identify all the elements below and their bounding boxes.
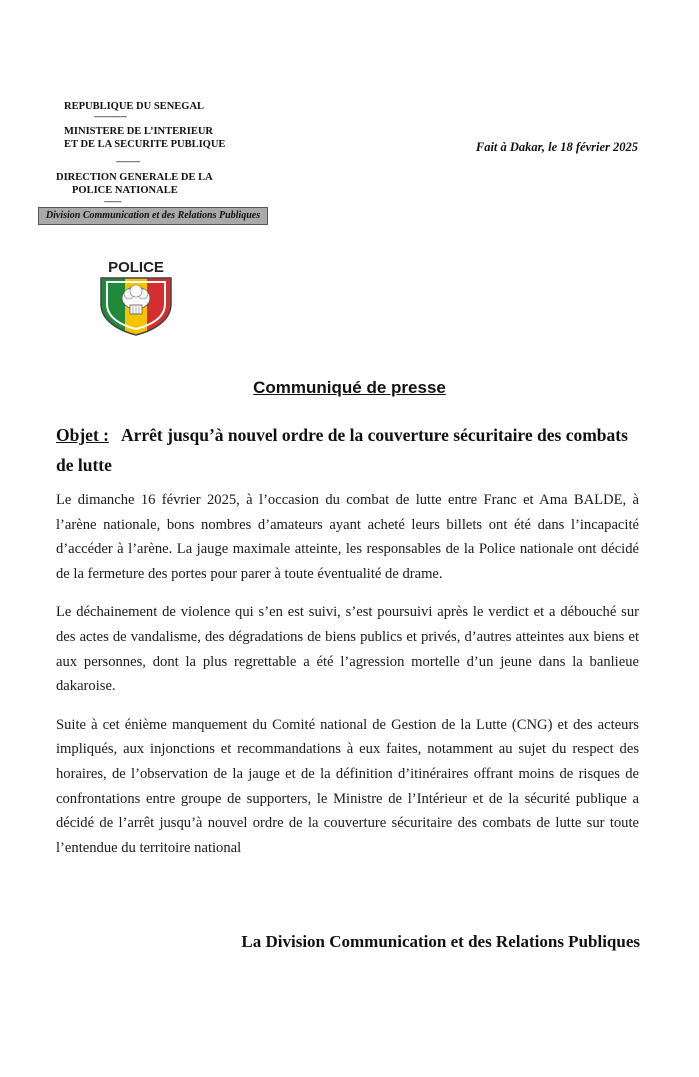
separator: --------------- (94, 112, 127, 121)
press-release-body (56, 488, 639, 874)
direction-name-line2: POLICE NATIONALE (72, 185, 178, 196)
paragraph: Le déchainement de violence qui s’en est suivi, s’est poursuivi après le verdict et a débouché sur des actes de vandalisme, des dégradations de biens publics et privés, d’autres atteintes aux biens et aux personnes, dont la plus regrettable a été l’agression mortelle d’un jeune dans la banlieue dakaroise. (56, 604, 639, 695)
ministry-name-line1: MINISTERE DE L’INTERIEUR (64, 126, 213, 137)
separator: -------- (104, 197, 122, 206)
signature: La Division Communication et des Relations Publiques (241, 932, 640, 951)
separator: ----------- (116, 157, 140, 166)
country-name: REPUBLIQUE DU SENEGAL (64, 101, 205, 112)
letterhead (38, 100, 268, 225)
subject-line (56, 420, 646, 480)
direction-name-line1: DIRECTION GENERALE DE LA (56, 172, 213, 183)
subject-label: Objet : (56, 425, 109, 445)
ministry-name-line2: ET DE LA SECURITE PUBLIQUE (64, 139, 226, 150)
document-title: Communiqué de presse (253, 378, 446, 397)
date-place-line: Fait à Dakar, le 18 février 2025 (475, 140, 638, 154)
paragraph: Le dimanche 16 février 2025, à l’occasion du combat de lutte entre Franc et Ama BALDE, à l’arène nationale, bons nombres d’amateurs ayant acheté leurs billets ont été dans l’incapacité d’accéder à l’arène. La jauge maximale atteinte, les responsables de la Police nationale ont décidé de la fermeture des portes pour parer à toute éventualité de drame. (56, 492, 639, 582)
police-shield-emblem-icon (95, 258, 177, 336)
police-logo (95, 258, 177, 336)
division-name-box: Division Communication et des Relations Publiques (38, 207, 268, 225)
logo-text: POLICE (108, 259, 164, 276)
paragraph: Suite à cet énième manquement du Comité national de Gestion de la Lutte (CNG) et des acteurs impliqués, aux injonctions et recommandations à eux faites, notamment au sujet du respect des horaires, de l’observation de la jauge et de la définition d’itinéraires offrant moins de risques de confrontations entre groupe de supporters, le Ministre de l’Intérieur et de la sécurité publique a décidé de l’arrêt jusqu’à nouvel ordre de la couverture sécuritaire des combats de lutte sur toute l’entendue du territoire national (56, 716, 639, 856)
subject-text: Arrêt jusqu’à nouvel ordre de la couverture sécuritaire des combats de lutte (56, 425, 628, 475)
